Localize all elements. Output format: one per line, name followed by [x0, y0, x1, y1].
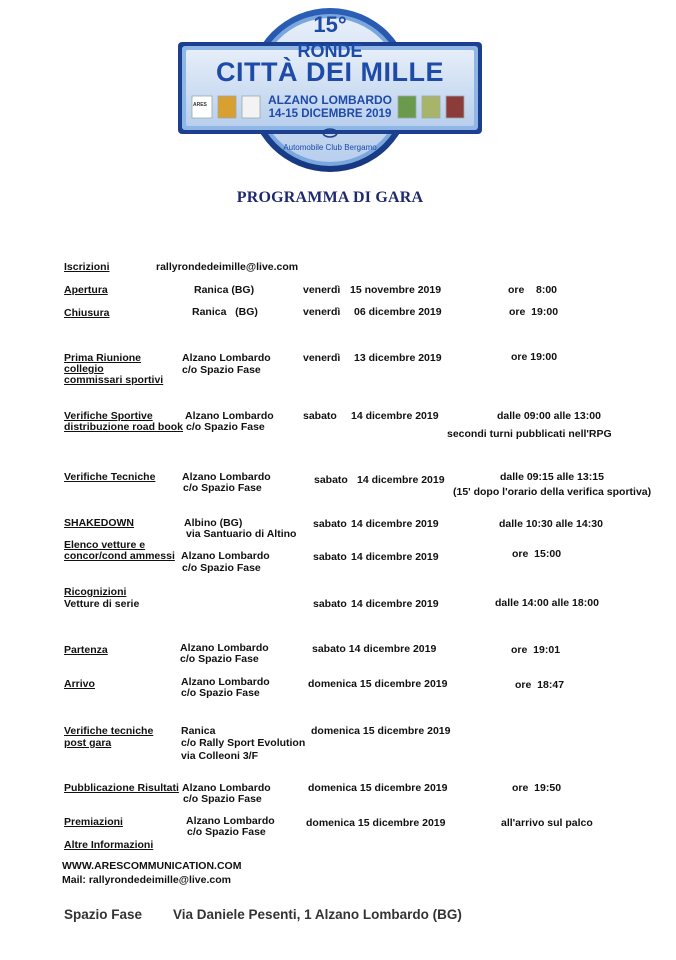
elenco-time: ore 15:00	[512, 548, 562, 560]
label-risultati: Pubblicazione Risultati	[64, 782, 179, 794]
label-ricognizioni: Ricognizioni	[64, 586, 127, 598]
label-vetture-di-serie: Vetture di serie	[64, 598, 140, 610]
label-verifiche-sportive-2: distribuzione road book	[64, 421, 184, 433]
elenco-day: sabato	[313, 551, 347, 563]
risultati-place-2: c/o Spazio Fase	[183, 793, 262, 805]
label-partenza: Partenza	[64, 644, 108, 656]
premiazioni-place-2: c/o Spazio Fase	[187, 826, 266, 838]
riunione-place-1: Alzano Lombardo	[182, 352, 271, 364]
arrivo-place-1: Alzano Lombardo	[181, 676, 270, 688]
shakedown-day: sabato	[313, 518, 347, 530]
logo-organizer: Automobile Club Bergamo	[283, 143, 377, 152]
label-riunione-2: collegio	[64, 363, 104, 375]
contact-mail[interactable]: Mail: rallyrondedeimille@live.com	[62, 874, 231, 886]
arrivo-daydate: domenica 15 dicembre 2019	[308, 678, 448, 690]
verifiche-sportive-place-1: Alzano Lombardo	[185, 410, 274, 422]
label-chiusura: Chiusura	[64, 307, 110, 319]
riunione-place-2: c/o Spazio Fase	[182, 364, 261, 376]
logo-dates: 14-15 DICEMBRE 2019	[268, 108, 392, 120]
chiusura-time: ore 19:00	[509, 306, 559, 318]
footer-venue-address: Via Daniele Pesenti, 1 Alzano Lombardo (BG)	[173, 907, 462, 922]
shakedown-time: dalle 10:30 alle 14:30	[499, 518, 603, 530]
label-verifiche-tecniche: Verifiche Tecniche	[64, 471, 156, 483]
shakedown-place-1: Albino (BG)	[184, 517, 243, 529]
label-riunione-1: Prima Riunione	[64, 352, 142, 364]
post-gara-place-3: via Colleoni 3/F	[181, 750, 259, 762]
post-gara-place-1: Ranica	[181, 725, 216, 737]
verifiche-sportive-day: sabato	[303, 410, 337, 422]
riunione-day: venerdì	[303, 352, 341, 364]
verifiche-tecniche-day: sabato	[314, 474, 348, 486]
premiazioni-place-1: Alzano Lombardo	[186, 815, 275, 827]
label-premiazioni: Premiazioni	[64, 816, 123, 828]
verifiche-tecniche-place-2: c/o Spazio Fase	[183, 482, 262, 494]
label-riunione-3: commissari sportivi	[64, 374, 164, 386]
ricognizioni-day: sabato	[313, 598, 347, 610]
apertura-day: venerdì	[303, 284, 341, 296]
verifiche-sportive-note: secondi turni pubblicati nell'RPG	[447, 428, 612, 440]
apertura-date: 15 novembre 2019	[350, 284, 442, 296]
verifiche-sportive-place-2: c/o Spazio Fase	[186, 421, 265, 433]
logo-edition: 15°	[313, 12, 347, 37]
risultati-time: ore 19:50	[512, 782, 562, 794]
verifiche-sportive-date: 14 dicembre 2019	[351, 410, 439, 422]
partenza-time: ore 19:01	[511, 644, 561, 656]
label-verifiche-sportive-1: Verifiche Sportive	[64, 410, 153, 422]
logo-ronde: RONDE	[297, 41, 363, 61]
premiazioni-daydate: domenica 15 dicembre 2019	[306, 817, 446, 829]
apertura-time: ore 8:00	[508, 284, 558, 296]
post-gara-daydate: domenica 15 dicembre 2019	[311, 725, 451, 737]
label-arrivo: Arrivo	[64, 678, 95, 690]
ricognizioni-date: 14 dicembre 2019	[351, 598, 439, 610]
verifiche-tecniche-time: dalle 09:15 alle 13:15	[500, 471, 604, 483]
partenza-place-1: Alzano Lombardo	[180, 642, 269, 654]
page-title: PROGRAMMA DI GARA	[236, 189, 424, 206]
apertura-place: Ranica (BG)	[194, 284, 255, 296]
post-gara-place-2: c/o Rally Sport Evolution	[181, 737, 306, 749]
arrivo-time: ore 18:47	[515, 679, 565, 691]
label-post-gara-2: post gara	[64, 737, 112, 749]
chiusura-date: 06 dicembre 2019	[354, 306, 442, 318]
iscrizioni-email: rallyrondedeimille@live.com	[156, 261, 299, 273]
label-apertura: Apertura	[64, 284, 108, 296]
shakedown-place-2: via Santuario di Altino	[186, 528, 297, 540]
elenco-place-2: c/o Spazio Fase	[182, 562, 261, 574]
label-elenco-1: Elenco vetture e	[64, 539, 146, 551]
logo-event-name: CITTÀ DEI MILLE	[216, 57, 444, 87]
verifiche-tecniche-place-1: Alzano Lombardo	[182, 471, 271, 483]
verifiche-sportive-time: dalle 09:00 alle 13:00	[497, 410, 601, 422]
shakedown-date: 14 dicembre 2019	[351, 518, 439, 530]
arrivo-place-2: c/o Spazio Fase	[181, 687, 260, 699]
riunione-time: ore 19:00	[511, 351, 558, 363]
label-shakedown: SHAKEDOWN	[64, 517, 134, 529]
chiusura-place: Ranica (BG)	[192, 306, 258, 318]
logo-sponsor-ares: ARES	[193, 102, 207, 108]
risultati-daydate: domenica 15 dicembre 2019	[308, 782, 448, 794]
partenza-place-2: c/o Spazio Fase	[180, 653, 259, 665]
ricognizioni-time: dalle 14:00 alle 18:00	[495, 597, 599, 609]
premiazioni-time: all'arrivo sul palco	[501, 817, 593, 829]
chiusura-day: venerdì	[303, 306, 341, 318]
logo-location: ALZANO LOMBARDO	[268, 93, 392, 107]
risultati-place-1: Alzano Lombardo	[182, 782, 271, 794]
elenco-date: 14 dicembre 2019	[351, 551, 439, 563]
elenco-place-1: Alzano Lombardo	[181, 550, 270, 562]
label-post-gara-1: Verifiche tecniche	[64, 725, 154, 737]
website-link[interactable]: WWW.ARESCOMMUNICATION.COM	[62, 860, 242, 872]
label-altre-informazioni: Altre Informazioni	[64, 839, 154, 851]
event-logo	[176, 2, 484, 172]
verifiche-tecniche-note: (15' dopo l'orario della verifica sportiva)	[453, 486, 652, 498]
riunione-date: 13 dicembre 2019	[354, 352, 442, 364]
label-iscrizioni: Iscrizioni	[64, 261, 110, 273]
partenza-daydate: sabato 14 dicembre 2019	[312, 643, 437, 655]
verifiche-tecniche-date: 14 dicembre 2019	[357, 474, 445, 486]
footer-venue-name: Spazio Fase	[64, 907, 143, 922]
label-elenco-2: concor/cond ammessi	[64, 550, 175, 562]
